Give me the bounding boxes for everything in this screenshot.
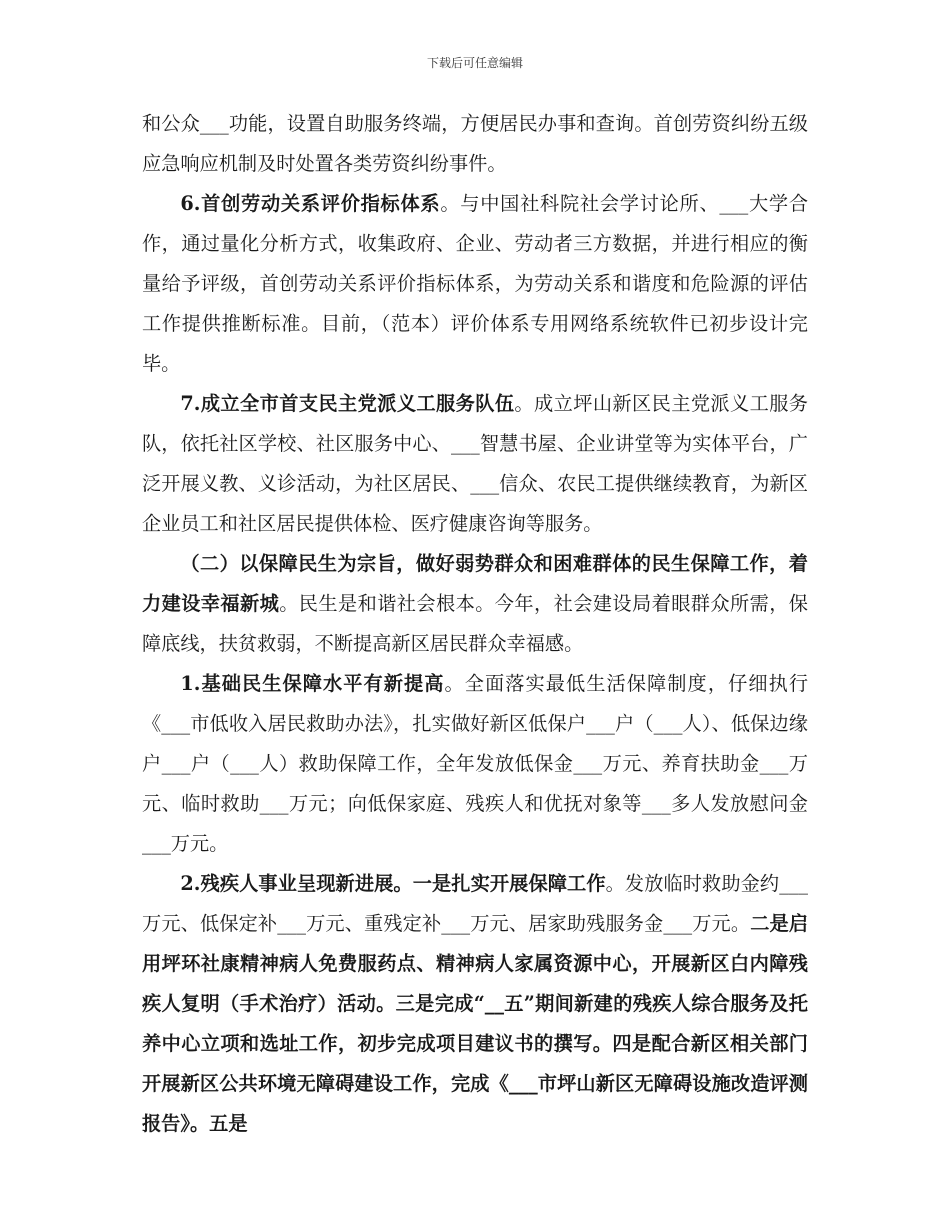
paragraph-text: 。成立坪山新区民主党派义工服务队，依托社区学校、社区服务中心、___智慧书屋、企业讲堂等为实体平台，广泛开展义教、义诊活动，为社区居民、___信众、农民工提供继续教育，为新区企业员工和社区居民提供体检、医疗健康咨询等服务。: [142, 392, 808, 535]
paragraph-0: [142, 104, 808, 184]
item-heading: 7.成立全市首支民主党派义工服务队伍: [180, 392, 515, 415]
page-header: 下载后可任意编辑: [426, 56, 523, 70]
paragraph-item-7: [142, 384, 808, 544]
paragraph-item-2: [142, 864, 808, 1144]
paragraph-text: 。全面落实最低生活保障制度，仔细执行《___市低收入居民救助办法》，扎实做好新区低保户___户（___人）、低保边缘户___户（___人）救助保障工作，全年发放低保金___万元、养育扶助金___万元、临时救助___万元；向低保家庭、残疾人和优抚对象等___多人发放慰问金___万元。: [142, 672, 809, 855]
item-heading: 2.残疾人事业呈现新进展。一是扎实开展保障工作: [180, 872, 606, 895]
paragraph-item-6: [142, 184, 808, 384]
paragraph-bold-text: 二是启用坪环社康精神病人免费服药点、精神病人家属资源中心，开展新区白内障残疾人复明（手术治疗）活动。三是完成“__五”期间新建的残疾人综合服务及托养中心立项和选址工作，初步完成项目建议书的撰写。四是配合新区相关部门开展新区公共环境无障碍建设工作，完成《___市坪山新区无障碍设施改造评测报告》。五是: [142, 912, 809, 1135]
paragraph-text: 。发放临时救助金约___万元、低保定补___万元、重残定补___万元、居家助残服务金___万元。: [142, 872, 808, 935]
paragraph-item-1: [142, 664, 808, 864]
section-heading-2: [142, 544, 808, 664]
item-heading: 1.基础民生保障水平有新提高: [180, 672, 445, 695]
paragraph-text: 和公众___功能，设置自助服务终端，方便居民办事和查询。首创劳资纠纷五级应急响应机制及时处置各类劳资纠纷事件。: [142, 112, 808, 175]
item-heading: 6.首创劳动关系评价指标体系: [180, 192, 441, 215]
paragraph-text: 。民生是和谐社会根本。今年，社会建设局着眼群众所需，保障底线，扶贫救弱，不断提高新区居民群众幸福感。: [142, 592, 808, 655]
paragraph-text: 。与中国社科院社会学讨论所、___大学合作，通过量化分析方式，收集政府、企业、劳动者三方数据，并进行相应的衡量给予评级，首创劳动关系评价指标体系，为劳动关系和谐度和危险源的评估工作提供推断标准。目前，（范本）评价体系专用网络系统软件已初步设计完毕。: [142, 192, 809, 375]
document-body: [142, 104, 808, 1144]
section-heading: （二）以保障民生为宗旨，做好弱势群众和困难群体的民生保障工作，着力建设幸福新城: [142, 552, 808, 615]
